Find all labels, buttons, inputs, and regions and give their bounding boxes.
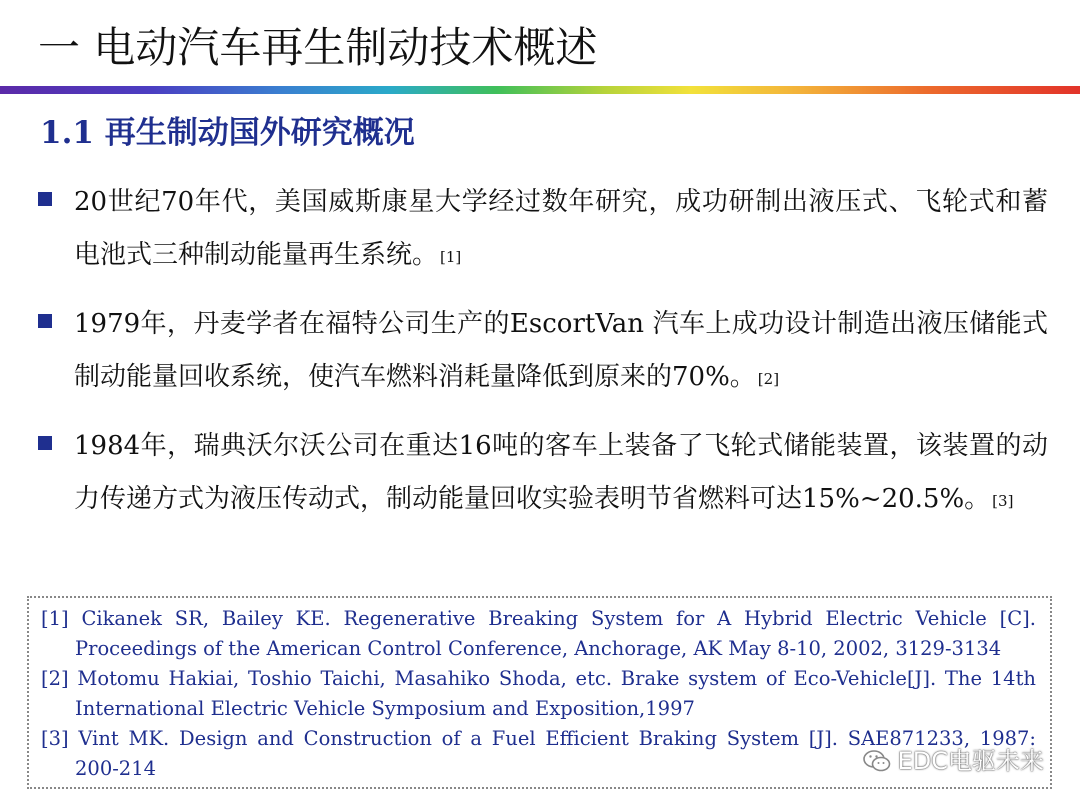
bullet-item-2 bbox=[38, 298, 1048, 404]
bullet-item-3 bbox=[38, 420, 1048, 526]
section-subtitle: 1.1 再生制动国外研究概况 bbox=[40, 115, 415, 151]
watermark bbox=[862, 745, 1044, 777]
reference-item: [2] Motomu Hakiai, Toshio Taichi, Masahiko Shoda, etc. Brake system of Eco-Vehicle[J]. The 14th International Electric Vehicle Symposium and Exposition,1997 bbox=[41, 667, 1036, 720]
bullet-item-1 bbox=[38, 176, 1048, 282]
bullet-text: 1984年，瑞典沃尔沃公司在重达16吨的客车上装备了飞轮式储能装置，该装置的动力传递方式为液压传动式，制动能量回收实验表明节省燃料可达15%~20.5%。 bbox=[74, 431, 1048, 514]
watermark-text: EDC电驱未来 bbox=[897, 747, 1044, 775]
page-title: 一 电动汽车再生制动技术概述 bbox=[38, 23, 598, 72]
citation-mark: [3] bbox=[992, 492, 1014, 510]
rainbow-divider bbox=[0, 86, 1080, 94]
bullet-text: 20世纪70年代，美国威斯康星大学经过数年研究，成功研制出液压式、飞轮式和蓄电池式三种制动能量再生系统。 bbox=[74, 187, 1048, 270]
reference-item: [3] Vint MK. Design and Construction of a Fuel Efficient Braking System [J]. SAE871233, 1987: 200-214 bbox=[41, 727, 1036, 780]
citation-mark: [1] bbox=[440, 248, 462, 266]
square-bullet-icon bbox=[38, 436, 52, 450]
wechat-icon bbox=[862, 748, 892, 774]
square-bullet-icon bbox=[38, 314, 52, 328]
reference-item: [1] Cikanek SR, Bailey KE. Regenerative Breaking System for A Hybrid Electric Vehicle [C]. Proceedings of the American Control Conference, Anchorage, AK May 8-10, 2002, 3129-3134 bbox=[41, 607, 1036, 660]
citation-mark: [2] bbox=[757, 370, 780, 388]
bullet-text: 1979年，丹麦学者在福特公司生产的EscortVan 汽车上成功设计制造出液压储能式制动能量回收系统，使汽车燃料消耗量降低到原来的70%。 bbox=[74, 309, 1048, 392]
square-bullet-icon bbox=[38, 192, 52, 206]
